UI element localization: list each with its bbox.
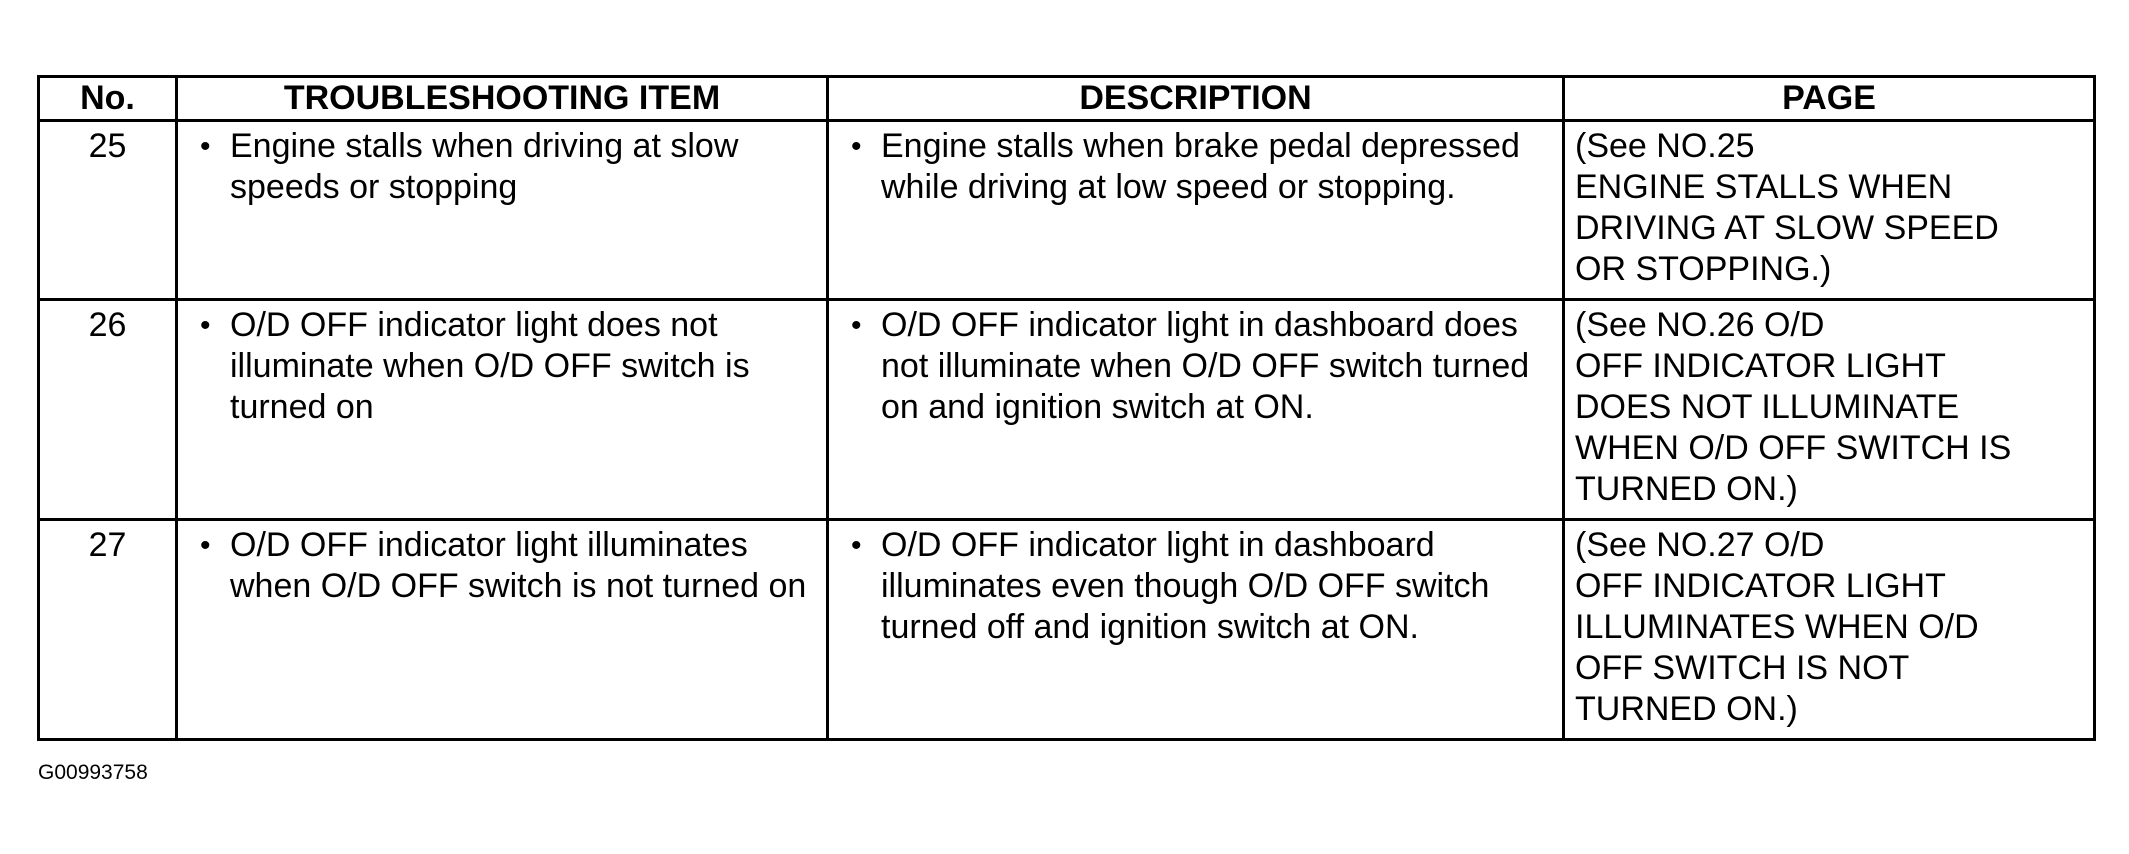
header-no: No. [39, 77, 177, 121]
troubleshooting-item-cell [177, 520, 828, 740]
description-cell [828, 520, 1564, 740]
header-description: DESCRIPTION [828, 77, 1564, 121]
bullet-icon: • [851, 130, 862, 163]
bullet-icon: • [200, 529, 211, 562]
page-reference-cell [1564, 520, 2095, 740]
figure-id-label: G00993758 [38, 761, 148, 784]
page-reference-cell [1564, 121, 2095, 300]
description-text: Engine stalls when brake pedal depressed while driving at low speed or stopping. [881, 127, 1520, 206]
page-reference-cell [1564, 300, 2095, 520]
description-cell [828, 121, 1564, 300]
page-reference-text: (See NO.27 O/D OFF INDICATOR LIGHT ILLUMINATES WHEN O/D OFF SWITCH IS NOT TURNED ON.) [1575, 526, 1979, 728]
header-page: PAGE [1564, 77, 2095, 121]
table-row [39, 520, 2095, 740]
description-text: O/D OFF indicator light in dashboard illuminates even though O/D OFF switch turned off and ignition switch at ON. [881, 526, 1490, 646]
row-number: 26 [39, 300, 177, 520]
bullet-icon: • [851, 529, 862, 562]
row-number: 27 [39, 520, 177, 740]
bullet-icon: • [200, 130, 211, 163]
page-reference-text: (See NO.26 O/D OFF INDICATOR LIGHT DOES NOT ILLUMINATE WHEN O/D OFF SWITCH IS TURNED ON.) [1575, 306, 2012, 508]
header-troubleshooting-item: TROUBLESHOOTING ITEM [177, 77, 828, 121]
description-text: O/D OFF indicator light in dashboard does not illuminate when O/D OFF switch turned on and ignition switch at ON. [881, 306, 1530, 426]
troubleshooting-item-text: O/D OFF indicator light does not illuminate when O/D OFF switch is turned on [230, 306, 750, 426]
page-reference-text: (See NO.25 ENGINE STALLS WHEN DRIVING AT SLOW SPEED OR STOPPING.) [1575, 127, 1999, 288]
bullet-icon: • [851, 309, 862, 342]
row-number: 25 [39, 121, 177, 300]
bullet-icon: • [200, 309, 211, 342]
troubleshooting-item-text: Engine stalls when driving at slow speeds or stopping [230, 127, 739, 206]
table-header-row [39, 77, 2095, 121]
troubleshooting-item-cell [177, 121, 828, 300]
description-cell [828, 300, 1564, 520]
table-row [39, 300, 2095, 520]
troubleshooting-item-text: O/D OFF indicator light illuminates when O/D OFF switch is not turned on [230, 526, 807, 605]
table-row [39, 121, 2095, 300]
troubleshooting-table [37, 75, 2096, 741]
troubleshooting-item-cell [177, 300, 828, 520]
